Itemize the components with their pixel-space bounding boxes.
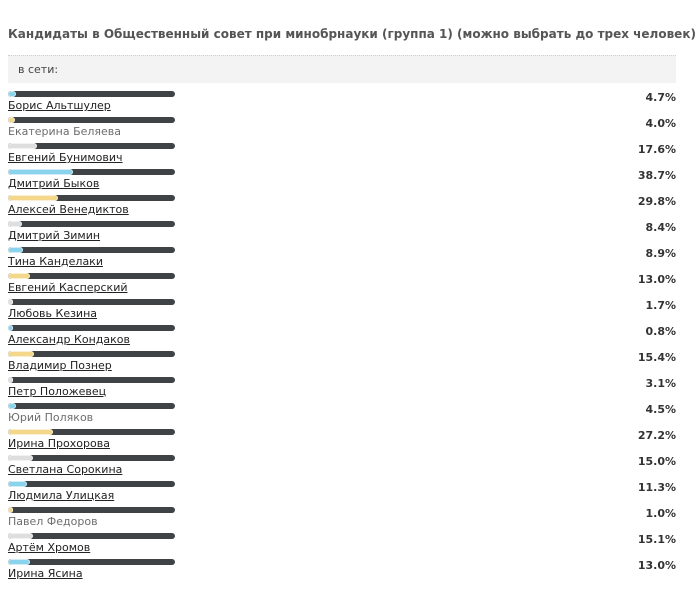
candidate-name-link[interactable]: Дмитрий Зимин [8, 229, 101, 242]
vote-progress-fill [8, 247, 23, 253]
candidate-name-link[interactable]: Людмила Улицкая [8, 489, 115, 502]
vote-progress-bar [8, 247, 175, 253]
candidate-row [0, 91, 700, 117]
vote-progress-bar [8, 91, 175, 97]
vote-percent: 17.6% [637, 143, 676, 156]
candidate-row [0, 195, 700, 221]
vote-progress-bar [8, 481, 175, 487]
candidate-name-link[interactable]: Ирина Ясина [8, 567, 83, 580]
candidate-row [0, 143, 700, 169]
candidate-row [0, 507, 700, 533]
vote-percent: 4.7% [645, 91, 676, 104]
vote-percent: 29.8% [637, 195, 676, 208]
vote-progress-fill [8, 481, 27, 487]
candidate-name-link[interactable]: Артём Хромов [8, 541, 91, 554]
vote-percent: 11.3% [637, 481, 676, 494]
candidate-row [0, 351, 700, 377]
candidate-name-link[interactable]: Ирина Прохорова [8, 437, 110, 450]
vote-progress-bar [8, 455, 175, 461]
vote-progress-bar [8, 299, 175, 305]
candidate-name-link[interactable]: Тина Канделаки [8, 255, 103, 268]
vote-percent: 15.0% [637, 455, 676, 468]
candidate-row [0, 377, 700, 403]
vote-progress-bar [8, 273, 175, 279]
poll-title: Кандидаты в Общественный совет при минобрнауки (группа 1) (можно выбрать до трех человек) [8, 27, 696, 41]
vote-progress-fill [8, 221, 22, 227]
vote-percent: 38.7% [637, 169, 676, 182]
vote-percent: 8.9% [645, 247, 676, 260]
candidate-row [0, 559, 700, 585]
candidate-name-link[interactable]: Евгений Бунимович [8, 151, 123, 164]
vote-progress-fill [8, 507, 13, 513]
candidate-name-link[interactable]: Петр Положевец [8, 385, 107, 398]
candidate-list [0, 91, 700, 585]
vote-progress-bar [8, 221, 175, 227]
vote-percent: 13.0% [637, 559, 676, 572]
vote-progress-fill [8, 299, 13, 305]
vote-progress-fill [8, 533, 33, 539]
candidate-name-link[interactable]: Любовь Кезина [8, 307, 98, 320]
vote-progress-bar [8, 325, 175, 331]
vote-progress-bar [8, 351, 175, 357]
vote-percent: 4.5% [645, 403, 676, 416]
candidate-name-link[interactable]: Светлана Сорокина [8, 463, 123, 476]
vote-progress-bar [8, 403, 175, 409]
vote-progress-bar [8, 507, 175, 513]
vote-progress-fill [8, 117, 15, 123]
candidate-row [0, 403, 700, 429]
online-status-bar [8, 55, 676, 83]
candidate-row [0, 325, 700, 351]
vote-progress-bar [8, 169, 175, 175]
candidate-row [0, 247, 700, 273]
candidate-name-link[interactable]: Евгений Касперский [8, 281, 128, 294]
candidate-row [0, 455, 700, 481]
vote-percent: 3.1% [645, 377, 676, 390]
vote-percent: 8.4% [645, 221, 676, 234]
candidate-name-link[interactable]: Владимир Познер [8, 359, 112, 372]
vote-percent: 15.4% [637, 351, 676, 364]
vote-progress-bar [8, 117, 175, 123]
vote-percent: 15.1% [637, 533, 676, 546]
candidate-name-link[interactable]: Дмитрий Быков [8, 177, 100, 190]
candidate-name: Павел Федоров [8, 515, 98, 528]
candidate-row [0, 481, 700, 507]
vote-progress-fill [8, 429, 53, 435]
candidate-row [0, 429, 700, 455]
candidate-name: Екатерина Беляева [8, 125, 122, 138]
vote-percent: 0.8% [645, 325, 676, 338]
vote-progress-fill [8, 143, 37, 149]
vote-progress-bar [8, 377, 175, 383]
vote-progress-fill [8, 351, 34, 357]
candidate-row [0, 221, 700, 247]
candidate-name-link[interactable]: Александр Кондаков [8, 333, 130, 346]
vote-progress-fill [8, 91, 16, 97]
vote-progress-bar [8, 559, 175, 565]
vote-percent: 1.7% [645, 299, 676, 312]
vote-percent: 13.0% [637, 273, 676, 286]
vote-progress-fill [8, 325, 13, 331]
candidate-row [0, 117, 700, 143]
vote-progress-bar [8, 533, 175, 539]
vote-percent: 1.0% [645, 507, 676, 520]
candidate-name-link[interactable]: Алексей Венедиктов [8, 203, 129, 216]
online-status-label: в сети: [18, 63, 59, 76]
vote-progress-fill [8, 169, 73, 175]
candidate-row [0, 169, 700, 195]
vote-progress-bar [8, 195, 175, 201]
candidate-row [0, 299, 700, 325]
candidate-name: Юрий Поляков [8, 411, 94, 424]
vote-percent: 4.0% [645, 117, 676, 130]
vote-progress-fill [8, 377, 13, 383]
vote-progress-fill [8, 455, 33, 461]
vote-progress-fill [8, 559, 30, 565]
candidate-row [0, 273, 700, 299]
vote-progress-bar [8, 143, 175, 149]
vote-progress-fill [8, 195, 58, 201]
candidate-row [0, 533, 700, 559]
vote-progress-bar [8, 429, 175, 435]
candidate-name-link[interactable]: Борис Альтшулер [8, 99, 111, 112]
vote-progress-fill [8, 273, 30, 279]
vote-progress-fill [8, 403, 16, 409]
vote-percent: 27.2% [637, 429, 676, 442]
